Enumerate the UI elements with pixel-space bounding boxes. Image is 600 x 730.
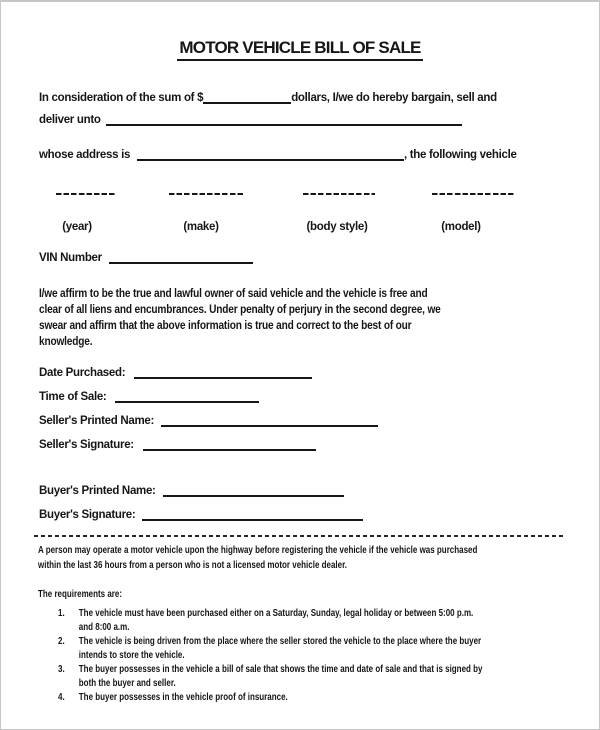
date-purchased-blank[interactable]	[134, 365, 312, 379]
time-of-sale-line	[39, 389, 259, 403]
time-of-sale-label: Time of Sale:	[39, 391, 107, 403]
buyer-signature-blank[interactable]	[142, 507, 363, 521]
deliver-unto-label: deliver unto	[39, 114, 101, 126]
requirement-text-1: The vehicle must have been purchased either on a Saturday, Sunday, legal holiday or between 5:00 p.m. and 8:00 a.m.	[78, 608, 474, 633]
make-label: (make)	[183, 221, 219, 233]
date-purchased-line	[39, 365, 312, 379]
sum-post-text: dollars, I/we do hereby bargain, sell and	[291, 92, 497, 104]
date-purchased-label: Date Purchased:	[39, 367, 126, 379]
time-of-sale-blank[interactable]	[115, 389, 259, 403]
sum-amount-blank[interactable]	[203, 90, 291, 104]
requirement-item-2	[38, 635, 482, 663]
address-pre-text: whose address is	[39, 149, 131, 161]
vin-blank[interactable]	[109, 250, 253, 264]
requirement-text-4: The buyer possesses in the vehicle proof of insurance.	[78, 692, 288, 703]
requirement-number-4: 4.	[58, 692, 65, 703]
affirmation-paragraph: I/we affirm to be the true and lawful owner of said vehicle and the vehicle is free and clear of all liens and encumbrances. Under penalty of perjury in the second degree, we swear and affirm that the above information is true and correct to the best of our knowledge.	[39, 288, 441, 348]
highway-notice-paragraph: A person may operate a motor vehicle upon the highway before registering the vehicle if the vehicle was purchased within the last 36 hours from a person who is not a licensed motor vehicle dealer.	[38, 545, 478, 571]
model-blank[interactable]	[432, 193, 515, 195]
requirement-number-3: 3.	[58, 664, 65, 675]
address-blank[interactable]	[137, 147, 404, 161]
seller-printed-name-blank[interactable]	[161, 413, 378, 427]
address-post-text: , the following vehicle	[403, 149, 517, 161]
requirement-item-4	[38, 691, 482, 705]
vin-line	[39, 250, 253, 264]
body-style-blank[interactable]	[303, 193, 375, 195]
address-line	[39, 147, 517, 161]
buyer-printed-name-line	[39, 483, 344, 497]
seller-signature-blank[interactable]	[143, 437, 316, 451]
buyer-printed-name-blank[interactable]	[163, 483, 344, 497]
seller-signature-line	[39, 437, 316, 451]
deliver-unto-blank[interactable]	[106, 112, 462, 126]
requirement-text-3: The buyer possesses in the vehicle a bill of sale that shows the time and date of sale and that is signed by both the buyer and seller.	[78, 664, 483, 689]
deliver-unto-line	[39, 112, 462, 126]
requirements-list	[38, 607, 482, 705]
buyer-printed-name-label: Buyer's Printed Name:	[39, 485, 156, 497]
sum-pre-text: In consideration of the sum of $	[39, 92, 204, 104]
body-style-label: (body style)	[306, 221, 368, 233]
model-label: (model)	[441, 221, 481, 233]
year-blank[interactable]	[56, 193, 116, 195]
vin-label: VIN Number	[39, 252, 102, 264]
consideration-line-1	[39, 90, 497, 104]
document-header	[1, 38, 599, 61]
make-blank[interactable]	[169, 193, 244, 195]
requirement-number-1: 1.	[58, 608, 65, 619]
requirement-number-2: 2.	[58, 636, 65, 647]
seller-printed-name-line	[39, 413, 378, 427]
dashed-divider	[34, 535, 565, 537]
year-label: (year)	[62, 221, 92, 233]
buyer-signature-label: Buyer's Signature:	[39, 509, 136, 521]
requirement-item-3	[38, 663, 482, 691]
page-title: MOTOR VEHICLE BILL OF SALE	[177, 38, 422, 61]
requirement-text-2: The vehicle is being driven from the place where the seller stored the vehicle to the place where the buyer intends to store the vehicle.	[78, 636, 482, 661]
requirements-heading: The requirements are:	[38, 589, 123, 600]
requirement-item-1	[38, 607, 482, 635]
seller-signature-label: Seller's Signature:	[39, 439, 134, 451]
buyer-signature-line	[39, 507, 363, 521]
seller-printed-name-label: Seller's Printed Name:	[39, 415, 155, 427]
